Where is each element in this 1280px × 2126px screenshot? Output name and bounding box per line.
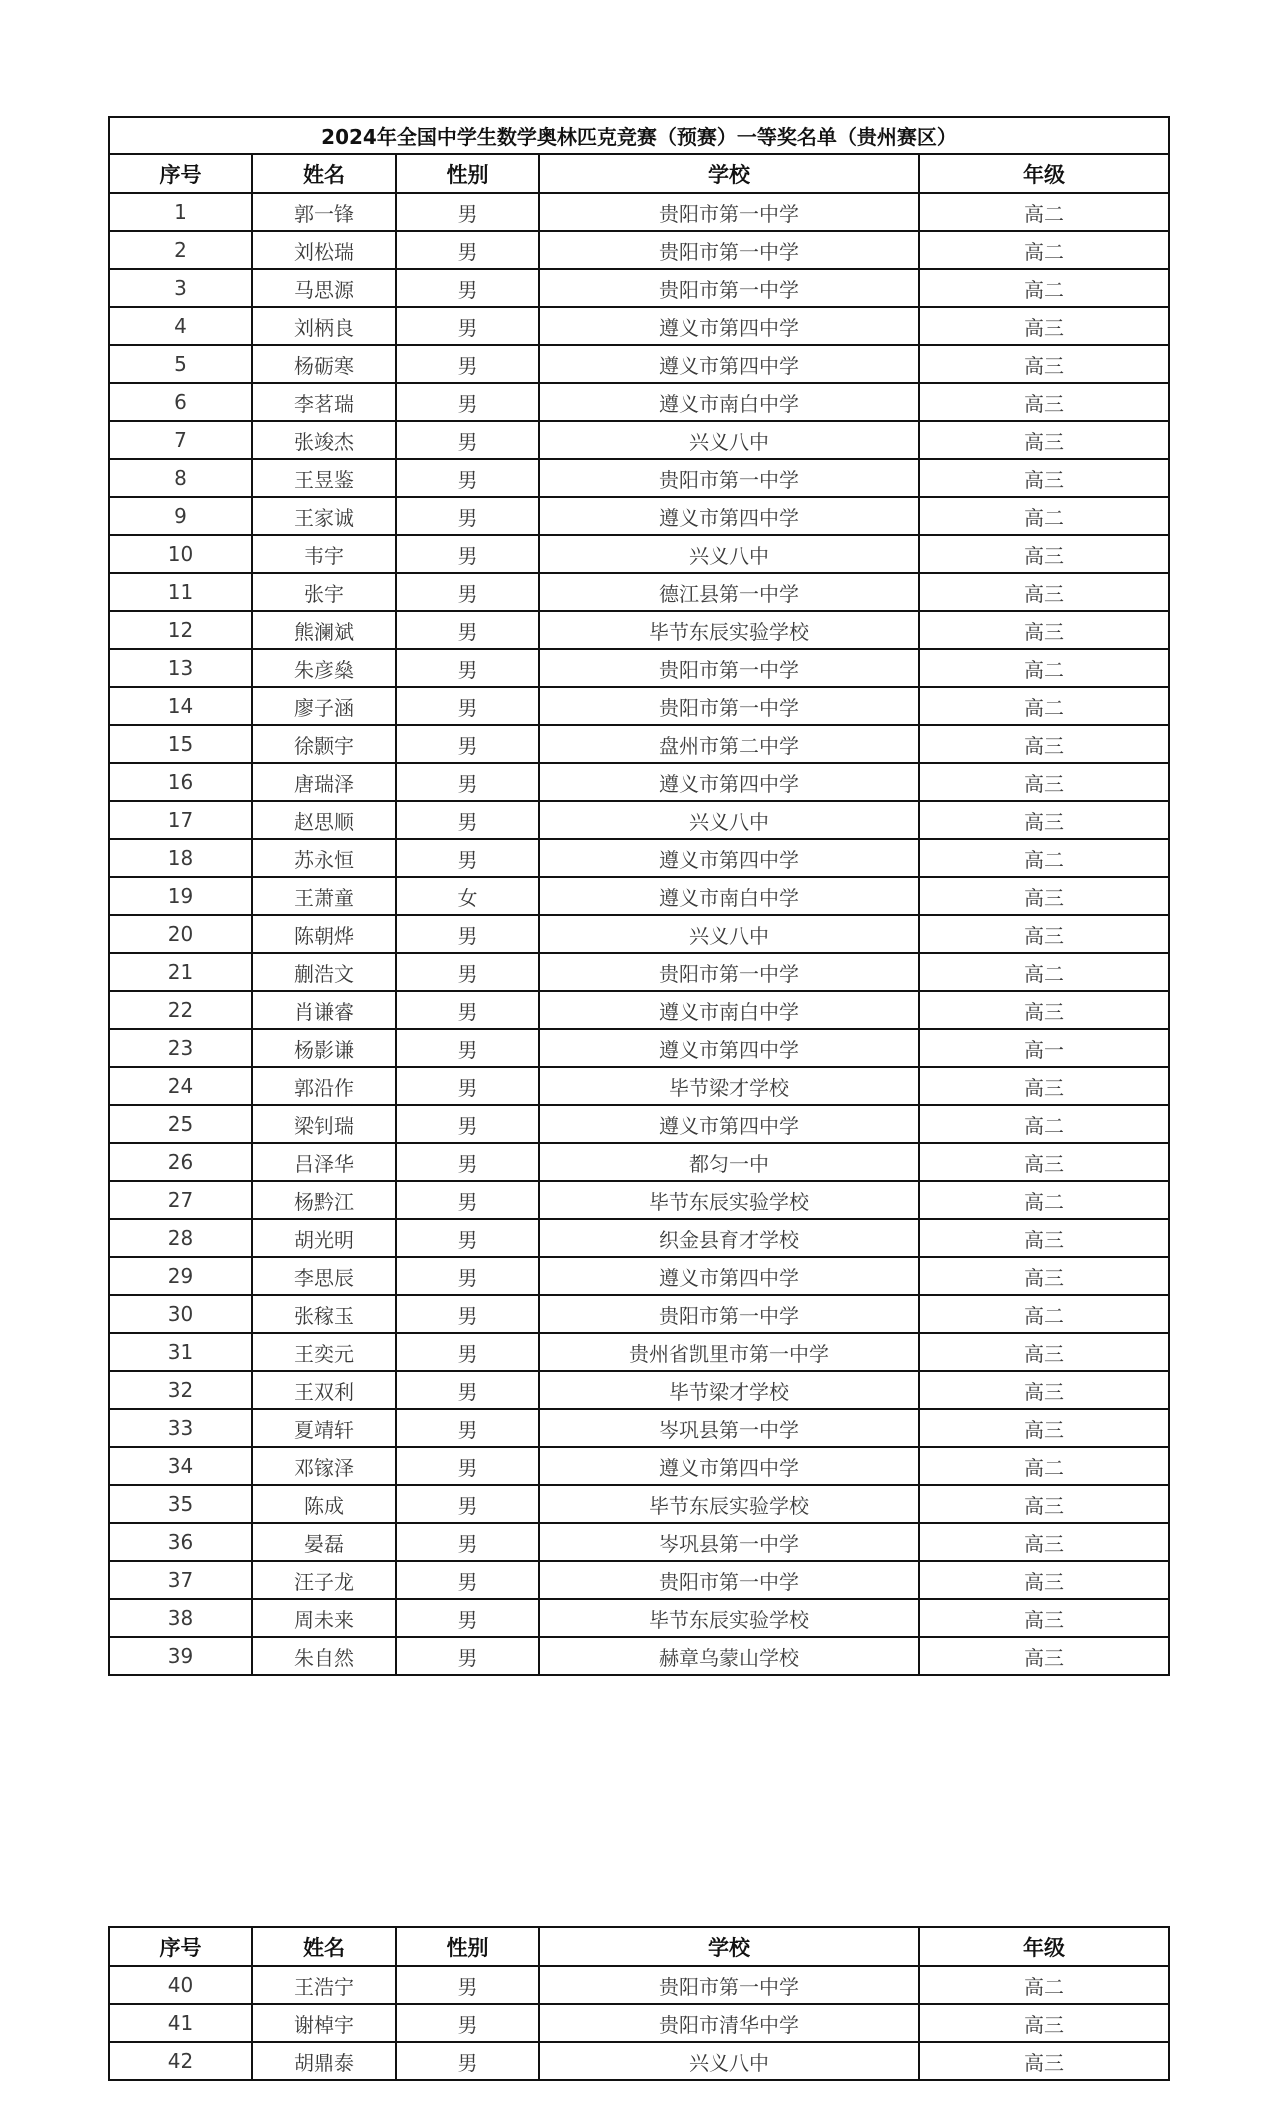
cell-grade: 高三 bbox=[919, 611, 1169, 649]
column-header-name: 姓名 bbox=[252, 154, 396, 193]
cell-gender: 男 bbox=[396, 2042, 539, 2080]
table-row bbox=[109, 2004, 1169, 2042]
cell-number: 19 bbox=[109, 877, 252, 915]
cell-name: 王昱鉴 bbox=[252, 459, 396, 497]
cell-name: 唐瑞泽 bbox=[252, 763, 396, 801]
cell-name: 邓镓泽 bbox=[252, 1447, 396, 1485]
cell-gender: 男 bbox=[396, 1105, 539, 1143]
cell-number: 2 bbox=[109, 231, 252, 269]
cell-name: 朱彦燊 bbox=[252, 649, 396, 687]
table-row bbox=[109, 573, 1169, 611]
cell-number: 3 bbox=[109, 269, 252, 307]
cell-school: 都匀一中 bbox=[539, 1143, 919, 1181]
cell-grade: 高三 bbox=[919, 1599, 1169, 1637]
table-row bbox=[109, 877, 1169, 915]
cell-grade: 高二 bbox=[919, 1181, 1169, 1219]
cell-number: 14 bbox=[109, 687, 252, 725]
cell-school: 贵阳市第一中学 bbox=[539, 649, 919, 687]
table-row bbox=[109, 1181, 1169, 1219]
cell-grade: 高三 bbox=[919, 1561, 1169, 1599]
table-row bbox=[109, 1966, 1169, 2004]
cell-name: 肖谦睿 bbox=[252, 991, 396, 1029]
table-row bbox=[109, 1371, 1169, 1409]
cell-name: 陈朝烨 bbox=[252, 915, 396, 953]
cell-gender: 男 bbox=[396, 573, 539, 611]
cell-grade: 高三 bbox=[919, 1409, 1169, 1447]
cell-gender: 男 bbox=[396, 763, 539, 801]
table-row bbox=[109, 497, 1169, 535]
cell-school: 遵义市第四中学 bbox=[539, 839, 919, 877]
cell-grade: 高二 bbox=[919, 1105, 1169, 1143]
table-row bbox=[109, 839, 1169, 877]
cell-gender: 男 bbox=[396, 1257, 539, 1295]
cell-school: 兴义八中 bbox=[539, 535, 919, 573]
cell-number: 15 bbox=[109, 725, 252, 763]
cell-number: 1 bbox=[109, 193, 252, 231]
cell-number: 25 bbox=[109, 1105, 252, 1143]
table-row bbox=[109, 1105, 1169, 1143]
cell-gender: 男 bbox=[396, 307, 539, 345]
cell-gender: 男 bbox=[396, 1295, 539, 1333]
cell-number: 10 bbox=[109, 535, 252, 573]
cell-gender: 男 bbox=[396, 1219, 539, 1257]
cell-school: 赫章乌蒙山学校 bbox=[539, 1637, 919, 1675]
cell-number: 7 bbox=[109, 421, 252, 459]
table-row bbox=[109, 763, 1169, 801]
cell-number: 36 bbox=[109, 1523, 252, 1561]
table-title: 2024年全国中学生数学奥林匹克竞赛（预赛）一等奖名单（贵州赛区） bbox=[109, 117, 1169, 154]
cell-grade: 高二 bbox=[919, 839, 1169, 877]
award-table-page-2 bbox=[108, 1926, 1170, 2081]
cell-grade: 高三 bbox=[919, 1143, 1169, 1181]
cell-school: 毕节梁才学校 bbox=[539, 1067, 919, 1105]
cell-grade: 高三 bbox=[919, 877, 1169, 915]
table-row bbox=[109, 1447, 1169, 1485]
table-row bbox=[109, 1067, 1169, 1105]
cell-school: 遵义市第四中学 bbox=[539, 1105, 919, 1143]
cell-gender: 男 bbox=[396, 1485, 539, 1523]
cell-name: 郭一锋 bbox=[252, 193, 396, 231]
cell-name: 李思辰 bbox=[252, 1257, 396, 1295]
cell-grade: 高二 bbox=[919, 1295, 1169, 1333]
cell-school: 岑巩县第一中学 bbox=[539, 1409, 919, 1447]
cell-number: 42 bbox=[109, 2042, 252, 2080]
title-row bbox=[109, 117, 1169, 154]
cell-number: 22 bbox=[109, 991, 252, 1029]
cell-gender: 男 bbox=[396, 2004, 539, 2042]
cell-grade: 高二 bbox=[919, 497, 1169, 535]
cell-school: 贵阳市第一中学 bbox=[539, 193, 919, 231]
cell-gender: 男 bbox=[396, 953, 539, 991]
cell-gender: 男 bbox=[396, 497, 539, 535]
cell-number: 9 bbox=[109, 497, 252, 535]
cell-number: 20 bbox=[109, 915, 252, 953]
cell-school: 贵阳市第一中学 bbox=[539, 1966, 919, 2004]
column-header-grade: 年级 bbox=[919, 1927, 1169, 1966]
table-row bbox=[109, 611, 1169, 649]
cell-grade: 高三 bbox=[919, 535, 1169, 573]
cell-school: 毕节东辰实验学校 bbox=[539, 1485, 919, 1523]
cell-gender: 男 bbox=[396, 1637, 539, 1675]
cell-gender: 男 bbox=[396, 1067, 539, 1105]
cell-name: 胡鼎泰 bbox=[252, 2042, 396, 2080]
cell-gender: 男 bbox=[396, 1181, 539, 1219]
cell-gender: 男 bbox=[396, 193, 539, 231]
column-header-school: 学校 bbox=[539, 1927, 919, 1966]
cell-number: 12 bbox=[109, 611, 252, 649]
cell-name: 苏永恒 bbox=[252, 839, 396, 877]
cell-school: 遵义市第四中学 bbox=[539, 345, 919, 383]
cell-grade: 高二 bbox=[919, 1966, 1169, 2004]
cell-name: 王双利 bbox=[252, 1371, 396, 1409]
column-header-number: 序号 bbox=[109, 154, 252, 193]
cell-gender: 男 bbox=[396, 345, 539, 383]
cell-gender: 男 bbox=[396, 1333, 539, 1371]
cell-number: 40 bbox=[109, 1966, 252, 2004]
cell-number: 4 bbox=[109, 307, 252, 345]
cell-name: 李茗瑞 bbox=[252, 383, 396, 421]
cell-school: 遵义市第四中学 bbox=[539, 307, 919, 345]
cell-name: 王奕元 bbox=[252, 1333, 396, 1371]
cell-name: 刘松瑞 bbox=[252, 231, 396, 269]
cell-number: 26 bbox=[109, 1143, 252, 1181]
cell-grade: 高三 bbox=[919, 1067, 1169, 1105]
cell-gender: 男 bbox=[396, 1447, 539, 1485]
cell-name: 晏磊 bbox=[252, 1523, 396, 1561]
cell-name: 韦宇 bbox=[252, 535, 396, 573]
column-header-gender: 性别 bbox=[396, 154, 539, 193]
cell-school: 兴义八中 bbox=[539, 421, 919, 459]
cell-school: 遵义市南白中学 bbox=[539, 877, 919, 915]
cell-school: 毕节东辰实验学校 bbox=[539, 1181, 919, 1219]
cell-number: 33 bbox=[109, 1409, 252, 1447]
cell-gender: 男 bbox=[396, 1409, 539, 1447]
cell-school: 兴义八中 bbox=[539, 915, 919, 953]
cell-school: 贵阳市第一中学 bbox=[539, 459, 919, 497]
cell-grade: 高三 bbox=[919, 573, 1169, 611]
table-row bbox=[109, 1219, 1169, 1257]
cell-name: 张宇 bbox=[252, 573, 396, 611]
header-row bbox=[109, 154, 1169, 193]
cell-school: 贵阳市第一中学 bbox=[539, 1561, 919, 1599]
cell-school: 德江县第一中学 bbox=[539, 573, 919, 611]
cell-name: 王浩宁 bbox=[252, 1966, 396, 2004]
cell-school: 遵义市第四中学 bbox=[539, 1257, 919, 1295]
cell-number: 34 bbox=[109, 1447, 252, 1485]
cell-number: 38 bbox=[109, 1599, 252, 1637]
cell-school: 贵阳市第一中学 bbox=[539, 1295, 919, 1333]
table-row bbox=[109, 231, 1169, 269]
cell-gender: 男 bbox=[396, 687, 539, 725]
cell-number: 28 bbox=[109, 1219, 252, 1257]
cell-school: 遵义市第四中学 bbox=[539, 1447, 919, 1485]
cell-grade: 高三 bbox=[919, 383, 1169, 421]
cell-name: 周未来 bbox=[252, 1599, 396, 1637]
table-row bbox=[109, 193, 1169, 231]
cell-number: 17 bbox=[109, 801, 252, 839]
cell-grade: 高三 bbox=[919, 2004, 1169, 2042]
table-row bbox=[109, 953, 1169, 991]
cell-number: 5 bbox=[109, 345, 252, 383]
column-header-number: 序号 bbox=[109, 1927, 252, 1966]
cell-gender: 男 bbox=[396, 1371, 539, 1409]
cell-gender: 男 bbox=[396, 1029, 539, 1067]
cell-gender: 男 bbox=[396, 649, 539, 687]
cell-school: 兴义八中 bbox=[539, 801, 919, 839]
cell-name: 王萧童 bbox=[252, 877, 396, 915]
cell-number: 8 bbox=[109, 459, 252, 497]
cell-number: 31 bbox=[109, 1333, 252, 1371]
cell-gender: 男 bbox=[396, 801, 539, 839]
cell-school: 遵义市第四中学 bbox=[539, 497, 919, 535]
cell-gender: 男 bbox=[396, 459, 539, 497]
cell-gender: 男 bbox=[396, 915, 539, 953]
cell-name: 郭沿作 bbox=[252, 1067, 396, 1105]
table-row bbox=[109, 269, 1169, 307]
cell-name: 刘柄良 bbox=[252, 307, 396, 345]
cell-gender: 男 bbox=[396, 991, 539, 1029]
cell-school: 贵阳市清华中学 bbox=[539, 2004, 919, 2042]
column-header-gender: 性别 bbox=[396, 1927, 539, 1966]
cell-name: 朱自然 bbox=[252, 1637, 396, 1675]
cell-name: 蒯浩文 bbox=[252, 953, 396, 991]
cell-school: 织金县育才学校 bbox=[539, 1219, 919, 1257]
cell-grade: 高三 bbox=[919, 307, 1169, 345]
cell-grade: 高三 bbox=[919, 459, 1169, 497]
column-header-school: 学校 bbox=[539, 154, 919, 193]
cell-name: 陈成 bbox=[252, 1485, 396, 1523]
award-table-page-1 bbox=[108, 116, 1170, 1676]
cell-name: 张稼玉 bbox=[252, 1295, 396, 1333]
cell-name: 廖子涵 bbox=[252, 687, 396, 725]
cell-number: 24 bbox=[109, 1067, 252, 1105]
table-row bbox=[109, 459, 1169, 497]
cell-school: 岑巩县第一中学 bbox=[539, 1523, 919, 1561]
table-row bbox=[109, 1599, 1169, 1637]
cell-number: 13 bbox=[109, 649, 252, 687]
cell-gender: 男 bbox=[396, 383, 539, 421]
cell-number: 30 bbox=[109, 1295, 252, 1333]
cell-school: 遵义市南白中学 bbox=[539, 383, 919, 421]
cell-school: 贵阳市第一中学 bbox=[539, 687, 919, 725]
table-row bbox=[109, 421, 1169, 459]
cell-name: 杨影谦 bbox=[252, 1029, 396, 1067]
cell-name: 熊澜斌 bbox=[252, 611, 396, 649]
table-row bbox=[109, 535, 1169, 573]
cell-grade: 高三 bbox=[919, 991, 1169, 1029]
table-row bbox=[109, 991, 1169, 1029]
cell-gender: 男 bbox=[396, 1561, 539, 1599]
cell-grade: 高一 bbox=[919, 1029, 1169, 1067]
cell-school: 遵义市南白中学 bbox=[539, 991, 919, 1029]
table-row bbox=[109, 345, 1169, 383]
table-row bbox=[109, 915, 1169, 953]
cell-grade: 高二 bbox=[919, 269, 1169, 307]
cell-number: 32 bbox=[109, 1371, 252, 1409]
cell-gender: 男 bbox=[396, 611, 539, 649]
table-row bbox=[109, 383, 1169, 421]
cell-gender: 男 bbox=[396, 231, 539, 269]
cell-gender: 男 bbox=[396, 839, 539, 877]
cell-grade: 高三 bbox=[919, 1637, 1169, 1675]
cell-grade: 高二 bbox=[919, 193, 1169, 231]
cell-name: 胡光明 bbox=[252, 1219, 396, 1257]
cell-gender: 男 bbox=[396, 725, 539, 763]
cell-school: 毕节梁才学校 bbox=[539, 1371, 919, 1409]
cell-grade: 高三 bbox=[919, 801, 1169, 839]
cell-gender: 男 bbox=[396, 1143, 539, 1181]
cell-school: 遵义市第四中学 bbox=[539, 763, 919, 801]
cell-grade: 高二 bbox=[919, 231, 1169, 269]
cell-grade: 高三 bbox=[919, 915, 1169, 953]
cell-number: 37 bbox=[109, 1561, 252, 1599]
table-row bbox=[109, 1561, 1169, 1599]
column-header-grade: 年级 bbox=[919, 154, 1169, 193]
cell-grade: 高三 bbox=[919, 1219, 1169, 1257]
table-body bbox=[109, 193, 1169, 1675]
cell-name: 梁钊瑞 bbox=[252, 1105, 396, 1143]
cell-number: 41 bbox=[109, 2004, 252, 2042]
table-row bbox=[109, 725, 1169, 763]
cell-number: 6 bbox=[109, 383, 252, 421]
cell-name: 王家诚 bbox=[252, 497, 396, 535]
cell-name: 汪子龙 bbox=[252, 1561, 396, 1599]
cell-grade: 高三 bbox=[919, 1257, 1169, 1295]
cell-gender: 男 bbox=[396, 535, 539, 573]
cell-school: 贵州省凯里市第一中学 bbox=[539, 1333, 919, 1371]
cell-name: 杨黔江 bbox=[252, 1181, 396, 1219]
cell-number: 29 bbox=[109, 1257, 252, 1295]
cell-name: 徐颢宇 bbox=[252, 725, 396, 763]
table-row bbox=[109, 1409, 1169, 1447]
cell-school: 贵阳市第一中学 bbox=[539, 231, 919, 269]
cell-name: 夏靖轩 bbox=[252, 1409, 396, 1447]
cell-grade: 高二 bbox=[919, 953, 1169, 991]
cell-grade: 高三 bbox=[919, 763, 1169, 801]
table-row bbox=[109, 649, 1169, 687]
cell-school: 兴义八中 bbox=[539, 2042, 919, 2080]
cell-gender: 女 bbox=[396, 877, 539, 915]
cell-name: 马思源 bbox=[252, 269, 396, 307]
header-row bbox=[109, 1927, 1169, 1966]
cell-number: 16 bbox=[109, 763, 252, 801]
table-row bbox=[109, 1333, 1169, 1371]
cell-gender: 男 bbox=[396, 269, 539, 307]
cell-school: 贵阳市第一中学 bbox=[539, 953, 919, 991]
cell-grade: 高二 bbox=[919, 1447, 1169, 1485]
cell-number: 11 bbox=[109, 573, 252, 611]
cell-school: 盘州市第二中学 bbox=[539, 725, 919, 763]
table-row bbox=[109, 1029, 1169, 1067]
cell-name: 杨砺寒 bbox=[252, 345, 396, 383]
cell-gender: 男 bbox=[396, 1966, 539, 2004]
cell-name: 张竣杰 bbox=[252, 421, 396, 459]
table-row bbox=[109, 1523, 1169, 1561]
cell-grade: 高三 bbox=[919, 2042, 1169, 2080]
cell-number: 35 bbox=[109, 1485, 252, 1523]
table-row bbox=[109, 801, 1169, 839]
cell-number: 21 bbox=[109, 953, 252, 991]
cell-grade: 高三 bbox=[919, 345, 1169, 383]
table-row bbox=[109, 1257, 1169, 1295]
cell-gender: 男 bbox=[396, 1523, 539, 1561]
table-row bbox=[109, 1637, 1169, 1675]
table-row bbox=[109, 687, 1169, 725]
cell-grade: 高三 bbox=[919, 725, 1169, 763]
cell-name: 吕泽华 bbox=[252, 1143, 396, 1181]
table-row bbox=[109, 1485, 1169, 1523]
cell-number: 39 bbox=[109, 1637, 252, 1675]
table-row bbox=[109, 1295, 1169, 1333]
cell-grade: 高三 bbox=[919, 1371, 1169, 1409]
cell-school: 毕节东辰实验学校 bbox=[539, 1599, 919, 1637]
table-row bbox=[109, 1143, 1169, 1181]
cell-school: 贵阳市第一中学 bbox=[539, 269, 919, 307]
cell-number: 27 bbox=[109, 1181, 252, 1219]
cell-gender: 男 bbox=[396, 421, 539, 459]
table-row bbox=[109, 307, 1169, 345]
column-header-name: 姓名 bbox=[252, 1927, 396, 1966]
cell-gender: 男 bbox=[396, 1599, 539, 1637]
table-body bbox=[109, 1966, 1169, 2080]
cell-school: 毕节东辰实验学校 bbox=[539, 611, 919, 649]
cell-grade: 高二 bbox=[919, 687, 1169, 725]
cell-school: 遵义市第四中学 bbox=[539, 1029, 919, 1067]
cell-grade: 高二 bbox=[919, 649, 1169, 687]
cell-grade: 高三 bbox=[919, 1523, 1169, 1561]
cell-name: 谢棹宇 bbox=[252, 2004, 396, 2042]
cell-number: 18 bbox=[109, 839, 252, 877]
cell-number: 23 bbox=[109, 1029, 252, 1067]
cell-name: 赵思顺 bbox=[252, 801, 396, 839]
cell-grade: 高三 bbox=[919, 1333, 1169, 1371]
cell-grade: 高三 bbox=[919, 421, 1169, 459]
cell-grade: 高三 bbox=[919, 1485, 1169, 1523]
table-row bbox=[109, 2042, 1169, 2080]
